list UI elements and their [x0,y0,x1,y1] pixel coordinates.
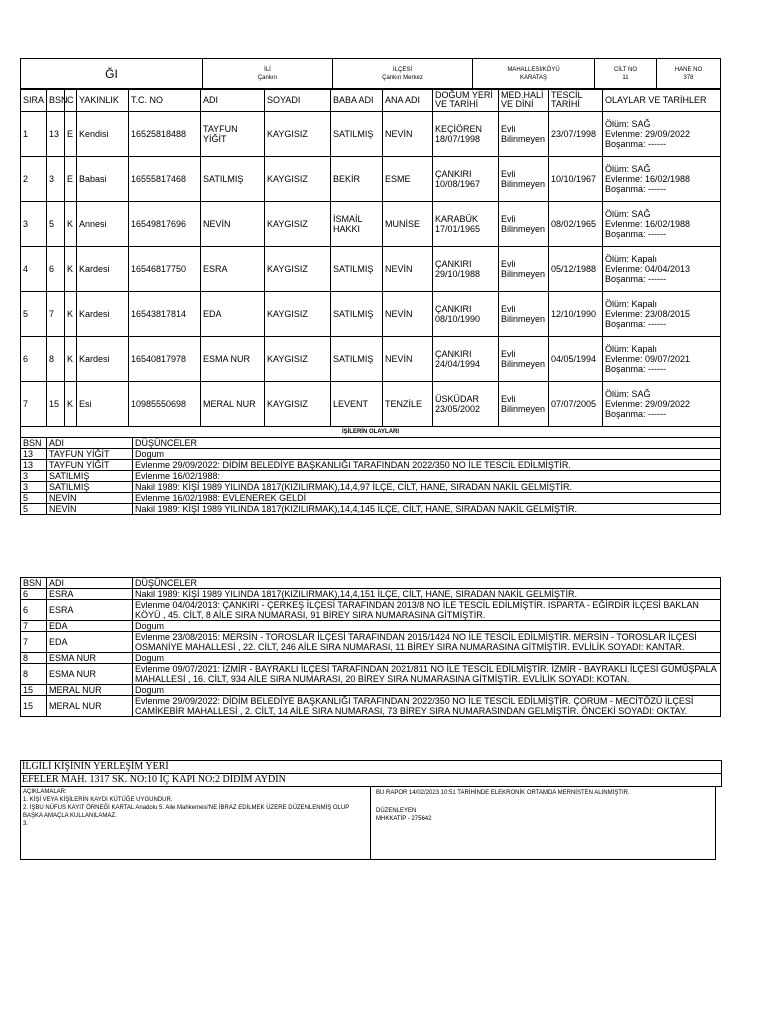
event2-text: Dogum [133,685,721,696]
person-olum: Ölüm: Kapalı [605,344,658,354]
event2-text: Evlenme 04/04/2013: ÇANKIRI - ÇERKEŞ İLÇESİ TARAFINDAN 2013/8 NO İLE TESCİL EDİLMİŞTİR. ISPARTA - EĞİRDİR İLÇESİ BAKLAN KÖYÜ , 45. CİLT, 8 AİLE SIRA NUMARASI, 91 BİREY SIRA NUMARASINA GİTMİŞTİR. [133,600,721,621]
event-text: Evlenme 29/09/2022: DİDİM BELEDİYE BAŞKANLIĞI TARAFINDAN 2022/350 NO İLE TESCİL EDİLMİŞTİR. [133,460,721,471]
person-tc: 16555817468 [129,157,201,202]
person-c: K [65,337,77,382]
person-medeni: Evli Bilinmeyen [499,112,549,157]
people-column-header: BABA ADI [331,89,383,112]
person-yakinlik: Kardesi [77,247,129,292]
event2-text: Evlenme 23/08/2015: MERSİN - TOROSLAR İLÇESİ TARAFINDAN 2015/1424 NO İLE TESCİL EDİLMİŞTİR. MERSİN - TOROSLAR İLÇESİ OSMANİYE MAHALLESİ , 22. CİLT, 246 AİLE SIRA NUMARASI, 11 BİREY SIRA NUMARASINA GİTMİŞTİR. EVLİLİK SOYADI: KANTAR. [133,632,721,653]
person-yakinlik: Esi [77,382,129,427]
person-adi: ESRA [201,247,265,292]
person-olum: Ölüm: SAĞ [605,389,651,399]
person-olum: Ölüm: SAĞ [605,164,651,174]
event2-bsn: 6 [21,589,47,600]
person-yakinlik: Babasi [77,157,129,202]
event2-name: ESRA [47,600,133,621]
event2-name: ESRA [47,589,133,600]
event2-text: Nakil 1989: KİŞİ 1989 YILINDA 1817(KIZILIRMAK),14,4,151 İLÇE, CİLT, HANE, SIRADAN NAKİL GELMİŞTİR. [133,589,721,600]
person-bsn: 6 [47,247,65,292]
event-name: TAYFUN YİĞİT [47,449,133,460]
people-column-header: SIRA [21,89,47,112]
person-evlenme: Evlenme: 16/02/1988 [605,174,691,184]
person-ana: ESME [383,157,433,202]
events2-column-header: ADI [47,578,133,589]
report-text: BU RAPOR 14/02/2023 10:51 TARİHİNDE ELEKRONİK ORTAMDA MERNİSTEN ALINMIŞTIR. [376,790,630,796]
person-ana: NEVİN [383,292,433,337]
people-column-header: ADI [201,89,265,112]
event2-row [21,600,721,621]
person-tc: 16525818488 [129,112,201,157]
event2-name: MERAL NUR [47,685,133,696]
person-c: K [65,202,77,247]
person-sira: 4 [21,247,47,292]
person-baba: SATILMIŞ [331,337,383,382]
person-tescil: 04/05/1994 [549,337,603,382]
person-bosanma: Boşanma: ------ [605,184,667,194]
person-ana: NEVİN [383,112,433,157]
person-row [21,112,721,157]
person-adi: TAYFUN YİĞİT [201,112,265,157]
event2-name: MERAL NUR [47,696,133,717]
person-row [21,382,721,427]
person-adi: NEVİN [201,202,265,247]
person-evlenme: Evlenme: 29/09/2022 [605,399,691,409]
person-ana: NEVİN [383,337,433,382]
person-events [603,337,721,382]
person-tc: 16546817750 [129,247,201,292]
person-evlenme: Evlenme: 09/07/2021 [605,354,691,364]
person-evlenme: Evlenme: 16/02/1988 [605,219,691,229]
event-name: SATILMIŞ [47,482,133,493]
event2-bsn: 7 [21,621,47,632]
person-dogum: ÇANKIRI 10/08/1967 [433,157,499,202]
person-sira: 2 [21,157,47,202]
person-row [21,337,721,382]
person-tescil: 12/10/1990 [549,292,603,337]
person-baba: SATILMIŞ [331,292,383,337]
event2-text: Dogum [133,653,721,664]
person-adi: MERAL NUR [201,382,265,427]
people-column-header: BSN [47,89,65,112]
person-yakinlik: Kardesi [77,337,129,382]
person-tescil: 05/12/1988 [549,247,603,292]
person-soyadi: KAYGISIZ [265,292,331,337]
person-baba: LEVENT [331,382,383,427]
event-row [21,449,721,460]
people-column-header: OLAYLAR VE TARİHLER [603,89,721,112]
event2-bsn: 8 [21,653,47,664]
event2-row [21,664,721,685]
notes-line2: 2. İŞBU NÜFUS KAYIT ÖRNEĞİ KARTAL Anadolu 5. Aile Mahkemesi'NE İBRAZ EDİLMEK ÜZERE DÜZENLENMİŞ OLUP BAŞKA AMAÇLA KULLANILAMAZ. [23,805,350,819]
event-bsn: 3 [21,482,47,493]
event-row [21,504,721,515]
person-baba: SATILMIŞ [331,112,383,157]
people-column-header: T.C. NO [129,89,201,112]
event2-bsn: 6 [21,600,47,621]
person-bsn: 3 [47,157,65,202]
person-row [21,247,721,292]
person-bosanma: Boşanma: ------ [605,274,667,284]
event2-row [21,589,721,600]
person-baba: İSMAİL HAKKI [331,202,383,247]
person-olum: Ölüm: SAĞ [605,209,651,219]
event-bsn: 5 [21,493,47,504]
notes-left [21,787,371,859]
header-il: İLİ Çankırı [203,59,333,90]
notes-right [372,787,715,859]
header-hane: HANE NO 378 [657,59,721,90]
event-bsn: 5 [21,504,47,515]
person-tc: 16540817978 [129,337,201,382]
header-table [20,58,721,90]
prepared-by: MHKKATİP - 275642 [376,816,432,822]
person-c: E [65,157,77,202]
people-column-header: MED.HALİ VE DİNİ [499,89,549,112]
event2-name: EDA [47,632,133,653]
people-column-header: SOYADI [265,89,331,112]
event-text: Evlenme 16/02/1988: EVLENEREK GELDİ [133,493,721,504]
events2-header-row [21,578,721,589]
person-bsn: 15 [47,382,65,427]
person-c: K [65,247,77,292]
person-dogum: ÇANKIRI 08/10/1990 [433,292,499,337]
notes-box [20,786,716,860]
header-ilce: İLÇESİ Çankırı Merkez [333,59,473,90]
events-column-header: ADI [47,438,133,449]
person-evlenme: Evlenme: 04/04/2013 [605,264,691,274]
people-header-row [21,89,721,112]
person-events [603,382,721,427]
event-name: NEVİN [47,504,133,515]
events-table [20,426,721,515]
person-evlenme: Evlenme: 29/09/2022 [605,129,691,139]
event-text: Nakil 1989: KİŞİ 1989 YILINDA 1817(KIZILIRMAK),14,4,145 İLÇE, CİLT, HANE, SIRADAN NAKİL GELMİŞTİR. [133,504,721,515]
event-text: Dogum [133,449,721,460]
event2-bsn: 8 [21,664,47,685]
person-bsn: 5 [47,202,65,247]
person-medeni: Evli Bilinmeyen [499,157,549,202]
event2-row [21,632,721,653]
person-tescil: 23/07/1998 [549,112,603,157]
event-text: Nakil 1989: KİŞİ 1989 YILINDA 1817(KIZILIRMAK),14,4,97 İLÇE, CİLT, HANE, SIRADAN NAKİL GELMİŞTİR. [133,482,721,493]
person-olum: Ölüm: Kapalı [605,299,658,309]
notes-title: AÇIKLAMALAR: [23,789,67,795]
event-name: SATILMIŞ [47,471,133,482]
person-bsn: 8 [47,337,65,382]
person-olum: Ölüm: SAĞ [605,119,651,129]
event2-row [21,685,721,696]
person-medeni: Evli Bilinmeyen [499,202,549,247]
people-column-header: TESCİL TARİHİ [549,89,603,112]
person-bosanma: Boşanma: ------ [605,364,667,374]
person-events [603,292,721,337]
event2-row [21,621,721,632]
person-ana: NEVİN [383,247,433,292]
event-name: TAYFUN YİĞİT [47,460,133,471]
person-sira: 5 [21,292,47,337]
event2-text: Evlenme 09/07/2021: İZMİR - BAYRAKLI İLÇESİ TARAFINDAN 2021/811 NO İLE TESCİL EDİLMİŞTİR. İZMİR - BAYRAKLI İLÇESİ GÜMÜŞPALA MAHALLESİ , 16. CİLT, 934 AİLE SIRA NUMARASI, 20 BİREY SIRA NUMARASINA GİTMİŞTİR. EVLİLİK SOYADI: KOTAN. [133,664,721,685]
people-column-header: YAKINLIK [77,89,129,112]
person-events [603,157,721,202]
residence-address: EFELER MAH. 1317 SK. NO:10 İÇ KAPI NO:2 DİDİM AYDIN [21,773,721,786]
person-tc: 10985550698 [129,382,201,427]
person-dogum: KARABÜK 17/01/1965 [433,202,499,247]
residence-box [20,760,722,787]
person-c: K [65,382,77,427]
events-header-row [21,438,721,449]
event2-bsn: 15 [21,685,47,696]
notes-line3: 3. [23,821,29,827]
person-bsn: 13 [47,112,65,157]
person-tescil: 10/10/1967 [549,157,603,202]
events2-column-header: DÜŞÜNCELER [133,578,721,589]
event2-bsn: 15 [21,696,47,717]
event2-name: EDA [47,621,133,632]
person-adi: SATILMIŞ [201,157,265,202]
person-dogum: ÇANKIRI 29/10/1988 [433,247,499,292]
person-events [603,247,721,292]
person-dogum: ÇANKIRI 24/04/1994 [433,337,499,382]
person-medeni: Evli Bilinmeyen [499,382,549,427]
event-bsn: 13 [21,449,47,460]
person-dogum: KEÇİÖREN 18/07/1998 [433,112,499,157]
people-column-header: DOĞUM YERİ VE TARİHİ [433,89,499,112]
event-bsn: 13 [21,460,47,471]
person-dogum: ÜSKÜDAR 23/05/2002 [433,382,499,427]
person-baba: BEKİR [331,157,383,202]
person-adi: EDA [201,292,265,337]
event2-text: Evlenme 29/09/2022: DİDİM BELEDİYE BAŞKANLIĞI TARAFINDAN 2022/350 NO İLE TESCİL EDİLMİŞTİR. ÇORUM - MECİTÖZÜ İLÇESİ CAMİKEBİR MAHALLESİ , 2. CİLT, 14 AİLE SIRA NUMARASI, 73 BİREY SIRA NUMARASINDAN GELMİŞTİR. ÖNCEKİ SOYADI: OKTAY. [133,696,721,717]
person-yakinlik: Annesi [77,202,129,247]
person-olum: Ölüm: Kapalı [605,254,658,264]
person-soyadi: KAYGISIZ [265,247,331,292]
person-soyadi: KAYGISIZ [265,157,331,202]
person-soyadi: KAYGISIZ [265,337,331,382]
person-soyadi: KAYGISIZ [265,112,331,157]
person-yakinlik: Kendisi [77,112,129,157]
events-column-header: BSN [21,438,47,449]
event2-text: Dogum [133,621,721,632]
people-column-header: ANA ADI [383,89,433,112]
person-sira: 3 [21,202,47,247]
person-bosanma: Boşanma: ------ [605,409,667,419]
people-table [20,88,721,427]
person-sira: 1 [21,112,47,157]
notes-line1: 1. KİŞİ VEYA KİŞİLERİN KAYDI KÜTÜĞE UYGUNDUR. [23,797,173,803]
person-yakinlik: Kardesi [77,292,129,337]
events-column-header: DÜŞÜNCELER [133,438,721,449]
person-ana: TENZİLE [383,382,433,427]
person-c: E [65,112,77,157]
person-row [21,202,721,247]
event2-name: ESMA NUR [47,664,133,685]
person-sira: 6 [21,337,47,382]
event-row [21,460,721,471]
event-bsn: 3 [21,471,47,482]
residence-label: İLGİLİ KİŞİNİN YERLEŞİM YERİ [22,761,169,772]
header-cilt: CİLT NO 11 [595,59,657,90]
person-tc: 16543817814 [129,292,201,337]
person-row [21,157,721,202]
person-bosanma: Boşanma: ------ [605,319,667,329]
event-name: NEVİN [47,493,133,504]
person-row [21,292,721,337]
person-soyadi: KAYGISIZ [265,202,331,247]
header-title: ĞI [21,59,203,90]
person-bosanma: Boşanma: ------ [605,139,667,149]
person-medeni: Evli Bilinmeyen [499,337,549,382]
event2-row [21,653,721,664]
event-row [21,471,721,482]
person-evlenme: Evlenme: 23/08/2015 [605,309,691,319]
person-tc: 16549817696 [129,202,201,247]
event-row [21,493,721,504]
person-events [603,202,721,247]
event2-bsn: 7 [21,632,47,653]
person-tescil: 07/07/2005 [549,382,603,427]
event2-row [21,696,721,717]
events-table-continued [20,577,721,717]
person-baba: SATILMIŞ [331,247,383,292]
event-text: Evlenme 16/02/1988: [133,471,721,482]
event2-name: ESMA NUR [47,653,133,664]
event-row [21,482,721,493]
person-bsn: 7 [47,292,65,337]
person-adi: ESMA NUR [201,337,265,382]
person-soyadi: KAYGISIZ [265,382,331,427]
person-bosanma: Boşanma: ------ [605,229,667,239]
person-sira: 7 [21,382,47,427]
header-mahalle: MAHALLESİ/KÖYÜ KARATAŞ [473,59,595,90]
person-events [603,112,721,157]
person-c: K [65,292,77,337]
events2-column-header: BSN [21,578,47,589]
events-title: İŞİLERİN OLAYLARI [21,427,721,438]
person-tescil: 08/02/1965 [549,202,603,247]
prepared-label: DÜZENLEYEN [376,808,417,814]
person-ana: MUNİSE [383,202,433,247]
people-column-header: C [65,89,77,112]
person-medeni: Evli Bilinmeyen [499,247,549,292]
person-medeni: Evli Bilinmeyen [499,292,549,337]
events-title-row [21,427,721,438]
